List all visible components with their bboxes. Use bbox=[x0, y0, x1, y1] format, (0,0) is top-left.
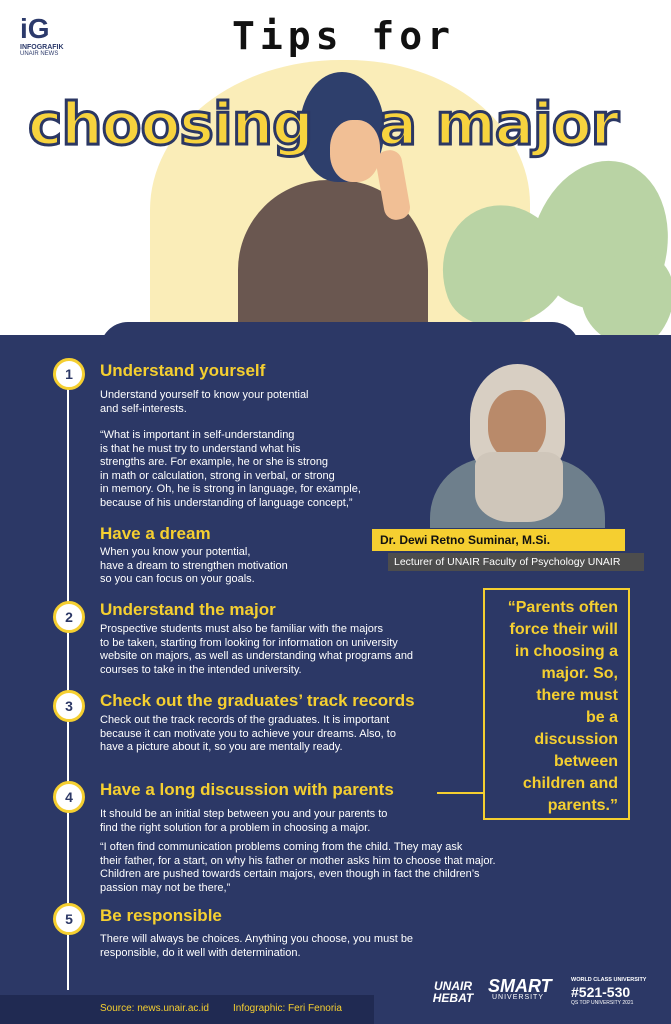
person-face bbox=[330, 120, 380, 182]
expert-name: Dr. Dewi Retno Suminar, M.Si. bbox=[372, 529, 625, 551]
step-body-dream: When you know your potential, have a dream to strengthen motivation so you can focus on your goals. bbox=[100, 546, 288, 585]
step-quote-4: “I often find communication problems coming from the child. They may ask their father, for a start, on why his father or mother asks him to choose that major. Children are pushed towards certain majors, even though in fact the children’s passion may not be there,” bbox=[100, 841, 496, 894]
panel-cap bbox=[100, 322, 580, 352]
logo-mark: iG bbox=[20, 13, 50, 44]
title-line1: Tips for bbox=[232, 14, 456, 58]
step-quote-1: “What is important in self-understanding is that he must try to understand what his strengths are. For example, he or she is strong in math or calculation, strong in verbal, or strong in memory. Oh, he is strong in language, for example, because of his understanding of language concept,” bbox=[100, 429, 361, 509]
step-number-3: 3 bbox=[53, 690, 85, 722]
rank-label: WORLD CLASS UNIVERSITY bbox=[571, 977, 647, 983]
step-body-5: There will always be choices. Anything you choose, you must be responsible, do it well with determination. bbox=[100, 933, 414, 959]
rank-value: #521-530 bbox=[571, 984, 631, 1000]
step-heading-1: Understand yourself bbox=[100, 361, 266, 380]
timeline-line bbox=[67, 365, 69, 990]
infografik-logo bbox=[20, 14, 68, 57]
step-number-2: 2 bbox=[53, 601, 85, 633]
logo-line2: UNAIR NEWS bbox=[20, 51, 59, 57]
unair-hebat-logo: UNAIR HEBAT bbox=[432, 979, 474, 1005]
step-body-3: Check out the track records of the graduates. It is important because it can motivate you to achieve your dreams. Also, to have a picture about it, so you are mentally ready. bbox=[100, 714, 396, 753]
smart-subtitle: UNIVERSITY bbox=[492, 994, 545, 1001]
expert-role: Lecturer of UNAIR Faculty of Psychology UNAIR bbox=[388, 553, 644, 571]
expert-photo bbox=[420, 362, 610, 528]
smart-logo: SMART bbox=[488, 976, 552, 996]
title-word-a-major: a major bbox=[378, 90, 619, 158]
rank-subtitle: QS TOP UNIVERSITY 2021 bbox=[571, 1000, 634, 1006]
quote-connector bbox=[437, 792, 483, 794]
step-heading-5: Be responsible bbox=[100, 906, 222, 925]
step-number-1: 1 bbox=[53, 358, 85, 390]
pull-quote-text: “Parents often force their will in choosing a major. So, there must be a discussion between children and parents.” bbox=[507, 599, 618, 814]
title-word-choosing: choosing bbox=[28, 90, 313, 158]
step-body-1: Understand yourself to know your potential and self-interests. bbox=[100, 389, 309, 415]
logo-line1: INFOGRAFIK bbox=[20, 44, 64, 51]
step-heading-4: Have a long discussion with parents bbox=[100, 780, 394, 799]
footer-credit: Infographic: Feri Fenoria bbox=[233, 1003, 342, 1014]
step-number-4: 4 bbox=[53, 781, 85, 813]
step-body-4: It should be an initial step between you and your parents to find the right solution for a problem in choosing a major. bbox=[100, 808, 388, 834]
step-heading-3: Check out the graduates’ track records bbox=[100, 691, 415, 710]
step-heading-dream: Have a dream bbox=[100, 524, 211, 543]
footer-source: Source: news.unair.ac.id bbox=[100, 1003, 209, 1014]
step-number-5: 5 bbox=[53, 903, 85, 935]
step-heading-2: Understand the major bbox=[100, 600, 276, 619]
step-body-2: Prospective students must also be familiar with the majors to be taken, starting from looking for information on university website on majors, as well as understanding what programs and courses to take in the intended university. bbox=[100, 623, 414, 676]
